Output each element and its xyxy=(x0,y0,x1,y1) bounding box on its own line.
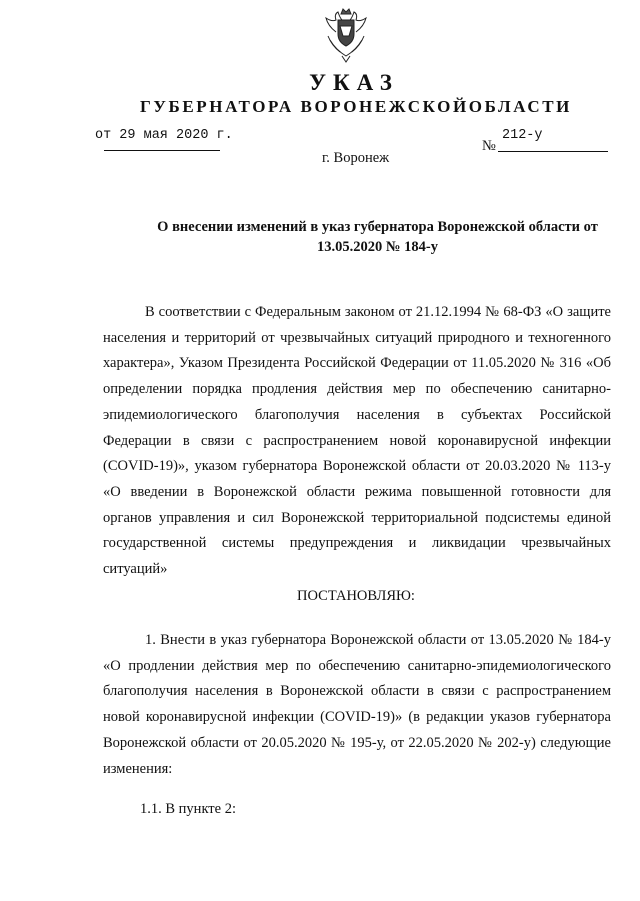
number-underline xyxy=(498,151,608,152)
preamble-paragraph: В соответствии с Федеральным законом от 21.12.1994 № 68-ФЗ «О защите населения и территорий от чрезвычайных ситуаций природного и техногенного характера», Указом Президента Российской Федерации от 11.05.2020 № 316 «Об определении порядка продления действия мер по обеспечению санитарно-эпидемиологического благополучия населения в субъектах Российской Федерации в связи с распространением новой коронавирусной инфекции (COVID-19)», указом губернатора Воронежской области от 20.03.2020 № 113-у «О введении в Воронежской области режима повышенной готовности для органов управления и сил Воронежской территориальной подсистемы единой государственной системы предупреждения и ликвидации чрезвычайных ситуаций» xyxy=(103,304,611,578)
item-1-paragraph: 1. Внести в указ губернатора Воронежской области от 13.05.2020 № 184-у «О продлении действия мер по обеспечению санитарно-эпидемиологического благополучия населения в Воронежской области в связи с распространением новой коронавирусной инфекции (COVID-19)» (в редакции указов губернатора Воронежской области от 20.05.2020 № 195-у, от 22.05.2020 № 202-у) следующие изменения: xyxy=(103,632,611,777)
item-1-1-paragraph: 1.1. В пункте 2: xyxy=(140,801,236,817)
document-subject: О внесении изменений в указ губернатора Воронежской области от 13.05.2020 № 184-у xyxy=(157,219,598,255)
document-title: УКАЗ xyxy=(309,70,399,95)
decree-heading: ПОСТАНОВЛЯЮ: xyxy=(297,588,415,604)
number-sign: № xyxy=(482,138,496,154)
coat-of-arms-icon xyxy=(322,6,370,64)
date-underline xyxy=(104,150,220,151)
document-city: г. Воронеж xyxy=(322,150,390,166)
document-date: от 29 мая 2020 г. xyxy=(95,128,233,143)
document-issuer: ГУБЕРНАТОРА ВОРОНЕЖСКОЙОБЛАСТИ xyxy=(140,97,572,116)
document-number: 212-у xyxy=(502,128,543,143)
